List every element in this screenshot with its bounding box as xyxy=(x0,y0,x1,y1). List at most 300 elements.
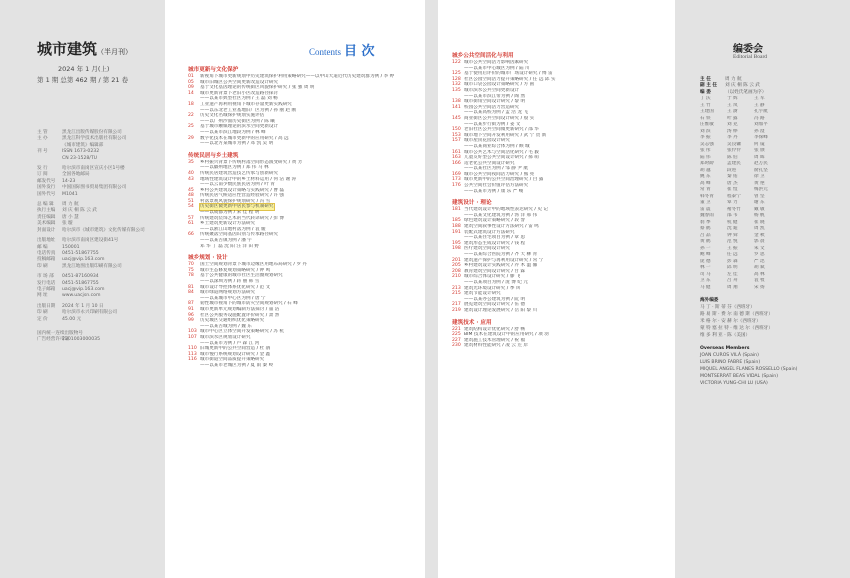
editorial-board xyxy=(700,77,850,387)
toc-entry-title: ——以某城市中心区为例 / 唐 宁 xyxy=(200,295,266,301)
board-member-name: 陈 伯 xyxy=(727,154,738,160)
meta-key: 网 址 xyxy=(37,293,48,299)
toc-entry-title: 乡土建筑更新设计方法研究 xyxy=(200,221,256,227)
toc-page-number: 18 xyxy=(188,101,194,107)
meta-value: 14-23 xyxy=(62,178,76,184)
board-member-name: 吕 品 xyxy=(700,232,711,238)
board-member-name: 庞 德 xyxy=(700,258,711,264)
meta-value: 0451-51867755 xyxy=(62,250,99,256)
toc-page-number: 40 xyxy=(188,170,194,176)
toc-page-number: 191 xyxy=(452,229,461,235)
toc-entry-title: ——以某市滨江带为例 / 陶 然 xyxy=(464,93,526,99)
overseas-member-en: MONTSERRAT BEAS VIDAL (Spain) xyxy=(700,374,778,380)
board-member-name: 任 远 xyxy=(727,252,738,258)
board-member-name: 吕 舟 xyxy=(727,278,738,284)
board-member-name: 严 迅 xyxy=(754,258,765,264)
board-member-name: 刘加平 xyxy=(754,122,768,128)
toc-entry-title: 教育建筑空间设计研究 / 甘 霖 xyxy=(464,268,526,274)
toc-page-number: 43 xyxy=(188,176,194,182)
toc-page-number: 176 xyxy=(452,183,461,189)
toc-entry-title: 城市生态修复规划策略研究 / 钟 鸣 xyxy=(200,267,271,273)
toc-page-number: 205 xyxy=(452,263,461,269)
toc-entry-title: 城市更新中的公共空间治理研究 / 白 露 xyxy=(464,177,544,183)
board-member-name: 叶 露 xyxy=(727,115,738,121)
toc-entry-title: ——以某高校为例 / 孟 浩 龙 飞 xyxy=(464,110,528,116)
board-member-name: 董 卫 xyxy=(700,200,711,206)
board-member-name: 徐 卫 xyxy=(754,174,765,180)
board-role-key: 主 任 xyxy=(700,77,711,82)
toc-page-number: 210 xyxy=(452,274,461,280)
toc-entry-title: 城市旧城区公共空间更新改造设计研究 xyxy=(200,79,279,85)
meta-key: 出版日期 xyxy=(37,303,56,309)
toc-page-number: 54 xyxy=(188,204,194,210)
toc-section-title: 建筑技术 · 应用 xyxy=(452,319,492,326)
meta-value: 黑龙江出版传媒股份有限公司 xyxy=(62,130,122,135)
meta-key: 订 阅 xyxy=(37,172,48,178)
meta-value: 哈尔滨市南岗区宣庆小区1号楼 xyxy=(62,166,125,172)
overseas-member-en: MIQUEL ANGEL FLANES ROSSELLO (Spain) xyxy=(700,367,798,373)
meta-value: ISSN 1673-0232 xyxy=(62,149,100,155)
toc-entry xyxy=(452,189,667,195)
toc-section-title: 城乡公共空间活化与利用 xyxy=(452,53,514,59)
toc-entry-title: ——以某市老城区为例 / 夏 雨 秦 岭 xyxy=(200,362,274,368)
toc-page-number: 217 xyxy=(452,302,461,308)
board-role-key: 编 委 xyxy=(700,89,711,95)
board-member-name: 高 林 xyxy=(754,271,765,277)
board-member-name: 汤 桦 xyxy=(727,128,738,134)
toc-entry-title: ——以某商业综合体为例 / 顾 城 xyxy=(464,143,530,149)
meta-value: 唐 小 慧 xyxy=(62,214,79,220)
toc-entry-title: 城市街角空间设计研究 / 黎 明 xyxy=(464,99,526,105)
toc-page-number: 57 xyxy=(188,215,194,221)
toc-section-title: 传统民居与乡土建筑 xyxy=(188,152,239,159)
meta-value: 0451-51867755 xyxy=(62,280,99,286)
toc-page-number: 110 xyxy=(188,346,197,352)
board-member-name: 赵万民 xyxy=(754,161,768,167)
toc-page-number: 169 xyxy=(452,171,461,177)
meta-key: 印 刷 xyxy=(37,263,48,269)
board-member-name: 李 丹 xyxy=(727,135,738,141)
toc-entry-title: ——以某综合医院为例 / 齐 天 柳 青 xyxy=(464,252,538,257)
toc-entry-title: ——以成都为例 / 宋 佳 程 明 xyxy=(200,210,260,216)
toc-page-number: 96 xyxy=(188,312,194,318)
meta-key: 国外发行 xyxy=(37,185,56,191)
board-title: 编委会 xyxy=(733,44,763,55)
toc-entry-title: ——以某古镇为例 / 潘 宇 xyxy=(200,238,252,244)
board-member-name: 于 辉 xyxy=(727,96,738,102)
board-member-name: 胡 斌 xyxy=(754,265,765,271)
toc-entry-title: 基于城市触媒理论的滨水空间更新设计 xyxy=(200,124,279,130)
overseas-member-cn: 马 丁 · 斯 蒂 芬（西班牙） xyxy=(700,305,755,311)
board-member-name: 林 一 xyxy=(700,265,711,271)
meta-value: 哈尔滨市南岗区建设街41号 xyxy=(62,238,119,244)
toc-page-number: 230 xyxy=(452,343,461,349)
toc-page-number: 87 xyxy=(188,301,194,307)
board-member-name: 范 悦 xyxy=(727,239,738,245)
board-member-name: 邱 明 xyxy=(727,265,738,271)
toc-entry-title: 建筑遗产保护与再利用设计研究 / 常 宁 xyxy=(464,257,544,263)
toc-page-number: 84 xyxy=(188,290,194,296)
toc-entry-title: 城市设计导控体系优化研究 / 范 文 xyxy=(200,284,271,290)
meta-value: 周 力 航 xyxy=(62,202,79,208)
toc-entry-title: 装配式建筑设计方法研究 xyxy=(464,229,515,235)
toc-entry-title: ——以某社区为例 / 邹 静 尹 航 xyxy=(464,166,528,172)
board-member-name: 彭 森 xyxy=(727,258,738,264)
board-member-name: 何 镜 xyxy=(754,141,765,147)
board-member-name: 钟 舜 xyxy=(727,232,738,238)
board-member-name: 庄惟敏 xyxy=(700,122,714,128)
toc-entry-title: 传统建筑装饰艺术的当代转译研究 / 彭 博 xyxy=(200,215,285,221)
board-member-name: 孙 一 xyxy=(700,245,711,251)
meta-row xyxy=(37,337,145,343)
toc-page-number: 173 xyxy=(452,177,461,183)
toc-entry-title: ——以某文化建筑为例 / 汤 洋 邢 伟 xyxy=(464,212,538,218)
toc-entry-title: 城市口袋公园设计策略研究 / 方 圆 xyxy=(464,82,535,88)
meta-key: 定 价 xyxy=(37,316,48,322)
board-member-name: 梅洪元 xyxy=(754,187,768,193)
toc-page-number: 132 xyxy=(452,82,461,88)
toc-page-number: 09 xyxy=(188,85,194,91)
board-member-name: 崔 晓 xyxy=(754,219,765,225)
toc-entry-title: ——以深圳为例 / 蒋 丽 韩 雪 xyxy=(200,279,260,284)
overseas-member-cn: 维 多 利 亚 · 陈（美国） xyxy=(700,333,751,339)
overseas-title-cn: 海外编委 xyxy=(700,298,719,304)
board-member-name: 孟建民 xyxy=(727,161,741,167)
board-member-name: 卫 东 xyxy=(700,278,711,284)
board-member-name: 杨 帆 xyxy=(754,213,765,219)
toc-page-number: 135 xyxy=(452,87,461,93)
toc-entry-title: 建筑空间叙事性设计方法研究 / 雷 鸣 xyxy=(464,224,539,230)
board-member-name: 金 秋 xyxy=(754,232,765,238)
board-member-name: 邵 韦 xyxy=(727,213,738,219)
board-subtitle: Editorial Board xyxy=(733,54,768,60)
toc-entry-title: 当代建筑设计中的地域性表达研究 / 史 记 xyxy=(464,207,549,213)
board-member-name: 吴良镛 xyxy=(727,141,741,147)
toc-page-number: 221 xyxy=(452,326,461,332)
meta-key: 发 行 xyxy=(37,166,48,172)
toc-entry-title: 传统民居气候适应性营造经验研究 / 许 强 xyxy=(200,193,285,199)
toc-entry-title: 社区公园空间活力提升策略研究 / 任 远 邱 实 xyxy=(464,76,556,82)
toc-entry-title: 城市滨水公共空间更新设计 xyxy=(464,87,520,93)
board-member-name: 司 马 xyxy=(700,271,711,277)
board-member-name: 马 健 xyxy=(700,284,711,290)
meta-value: CN 23-1528/TU xyxy=(62,155,98,161)
board-roles xyxy=(700,77,850,96)
board-member-name: 张 彤 xyxy=(700,148,711,154)
toc-page-number: 181 xyxy=(452,207,461,213)
issue-number: 第 1 期 总第 462 期 / 第 21 卷 xyxy=(37,76,129,84)
board-member-name: 孙 澄 xyxy=(754,128,765,134)
meta-key: 邮发代号 xyxy=(37,178,56,184)
board-member-name: 程泰宁 xyxy=(727,193,741,199)
toc-entry-title: ——以徽州地区为例 / 郑 伟 马 林 xyxy=(200,165,269,171)
toc-page-number: 45 xyxy=(188,187,194,193)
board-member-name: 王 澍 xyxy=(727,109,738,115)
board-member-name: 崔 愷 xyxy=(727,187,738,193)
toc-page-number: 61 xyxy=(188,221,194,227)
toc-entry-title: 展览建筑空间设计研究 / 伍 德 xyxy=(464,302,526,308)
toc-entry-title: 工业遗产再利用视角下城市存量更新实践研究 xyxy=(200,101,292,107)
overseas-member-cn: 路 易 斯 · 费 尔 南 德 斯（西班牙） xyxy=(700,312,773,318)
toc-page-number: 161 xyxy=(452,149,461,155)
meta-key: 发行电话 xyxy=(37,280,56,286)
toc-entry-title: 乡村建筑设计实践研究 / 乔 木 温 馨 xyxy=(464,263,538,269)
meta-key: 总 编 辑 xyxy=(37,202,54,208)
toc-page-number: 157 xyxy=(452,138,461,144)
board-member-name: 刘 克 xyxy=(727,122,738,128)
board-member-name: 杭 健 xyxy=(727,219,738,225)
toc-right-column xyxy=(452,52,667,349)
toc-page-number: 198 xyxy=(452,246,461,252)
toc-entry xyxy=(188,244,418,250)
toc-entry-title: ——以某住宅项目为例 / 覃 思 xyxy=(464,235,526,241)
board-member-name: 王 竹 xyxy=(700,102,711,108)
meta-key: 主 办 xyxy=(37,136,48,142)
toc-entry-title: ——以某市为例 / 卢 森 江 河 xyxy=(200,340,260,346)
board-member-name: 魏春雨 xyxy=(700,213,714,219)
toc-entry-title: ——以某办公建筑为例 / 阮 明 xyxy=(464,296,526,302)
meta-value: uacj@vip.163.com xyxy=(62,286,105,292)
overseas-member-en: JOAN CUROS VILÀ (Spain) xyxy=(700,353,759,359)
board-member-name: 周 凯 xyxy=(754,226,765,232)
center-gutter xyxy=(425,0,438,578)
board-member-name: 胡 越 xyxy=(700,167,711,173)
toc-page-number: 163 xyxy=(452,155,461,161)
toc-entry-title: 城市屋顶花园设计研究 xyxy=(464,138,510,144)
contents-heading-en: Contents xyxy=(309,47,342,57)
meta-value: 哈尔滨市《城市建筑》文化传媒有限公司 xyxy=(62,227,145,233)
toc-page-number: 150 xyxy=(452,127,461,133)
toc-entry-title: 城市地下空间开发利用研究 / 武 宁 贺 新 xyxy=(464,132,547,138)
toc-page-number: 188 xyxy=(452,224,461,230)
toc-page-number: 51 xyxy=(188,198,194,204)
toc-entry-title: 国土空间规划背景下城市边缘区用地布局研究 / 罗 丹 xyxy=(200,262,307,268)
toc-entry-title: 城市更新单元规划编制方法探讨 / 董 洁 xyxy=(200,306,280,312)
board-member-name: 王 静 xyxy=(754,102,765,108)
overseas-member-cn: 米 格 尔 · 安 赫 尔（西班牙） xyxy=(700,319,761,325)
board-member-name: 高 峰 xyxy=(700,180,711,186)
meta-value: 《城市建筑》编辑部 xyxy=(62,142,104,148)
toc-entry-title: 医疗建筑空间设计研究 xyxy=(464,246,510,252)
toc-page-number: 138 xyxy=(452,99,461,105)
toc-entry xyxy=(188,363,418,369)
toc-entry-title: ——以某市典型社区为例 / 王 磊 刘 畅 xyxy=(200,96,278,102)
toc-entry-title: 校园公共空间活力营造研究 xyxy=(464,104,520,110)
board-member-name: 翁 季 xyxy=(700,219,711,225)
toc-entry-title: 基于文化基因理论的传统街区风貌保护研究 / 张 强 周 明 xyxy=(200,85,315,91)
toc-page-number: 128 xyxy=(452,76,461,82)
toc-entry-title: ——以东北老工业基地旧厂区为例 / 孙 丽 赵 刚 xyxy=(200,107,297,113)
toc-left-column xyxy=(188,66,418,369)
toc-page-number: 122 xyxy=(452,60,461,65)
toc-entry-title: 城市更新背景下老旧小区改造路径探讨 xyxy=(200,90,279,96)
board-member-name: 褚冬竹 xyxy=(727,206,741,212)
toc-entry-title: 旧城更新中的公共空间营造 / 杜 鹃 xyxy=(200,346,271,352)
toc-page-number: 225 xyxy=(452,332,461,338)
toc-entry-title: 建筑光环境设计研究 / 季 风 xyxy=(464,285,521,291)
board-member-name: 覃 力 xyxy=(727,200,738,206)
toc-page-number: 113 xyxy=(188,351,197,357)
toc-entry-title: 建筑设计理论发展研究 / 岳 阳 黎 川 xyxy=(464,307,538,313)
board-member-name: 石 铁 xyxy=(700,115,711,121)
board-member-name: 周 晖 xyxy=(754,154,765,160)
toc-entry-title: 儿童友好型公共空间设计研究 / 郝 萌 xyxy=(464,155,539,161)
meta-value: 张 璇 xyxy=(62,221,73,227)
overseas-title-en: Overseas Members xyxy=(700,346,750,352)
board-member-name: 俞孔坚 xyxy=(754,167,768,173)
toc-entry-title: 韧性城市视角下的城市防灾空间规划研究 / 石 峰 xyxy=(200,301,298,307)
toc-entry-title: 社区公共服务设施配置评价研究 / 萧 然 xyxy=(200,312,280,318)
toc-page-number: 141 xyxy=(452,104,461,110)
toc-entry-title: 传统民居建筑营造技艺传承与创新研究 xyxy=(200,170,279,176)
meta-key: 市 场 部 xyxy=(37,274,54,280)
toc-page-number: 219 xyxy=(452,307,461,313)
board-members xyxy=(700,96,850,291)
toc-entry-title: ——以某项目为例 / 庞 博 纪 元 xyxy=(464,279,528,285)
toc-entry-title: 邓 华 丁 磊 沈 阳 汪 洋 田 野 xyxy=(200,243,260,249)
board-member-name: 罗 思 xyxy=(754,252,765,258)
toc-page-number: 185 xyxy=(452,218,461,224)
toc-section-title: 建筑设计 · 理论 xyxy=(452,200,492,207)
board-member-name: 张伶伶 xyxy=(727,148,741,154)
toc-page-number: 70 xyxy=(188,262,194,268)
toc-entry-title: 适老化公共空间设计研究 xyxy=(464,160,515,166)
toc-page-number: 227 xyxy=(452,337,461,343)
toc-entry-title: ——以某步行街为例 / 姜 文 xyxy=(464,121,521,127)
toc-entry-title: ——以某市滨江地段为例 / 林 峰 xyxy=(200,129,266,135)
toc-entry-title: 建筑节能设计研究 xyxy=(464,291,501,297)
board-member-name: 袁 牧 xyxy=(754,278,765,284)
contents-heading-cn: 目 次 xyxy=(344,44,375,59)
board-member-name: 沈 迪 xyxy=(727,226,738,232)
toc-entry-title: 传统聚落空间基因识别与传承路径研究 xyxy=(200,232,279,238)
meta-key: 投稿邮箱 xyxy=(37,257,56,263)
toc-page-number: 145 xyxy=(452,115,461,121)
toc-entry-title: 建筑结构设计优化研究 / 舒 畅 xyxy=(464,326,526,332)
toc-entry-title-highlighted: 历史街区微更新中居民参与机制研究 xyxy=(200,204,274,210)
board-member-name: 韩冬青 xyxy=(700,193,714,199)
toc-entry-title: 城市滨水区规划设计研究 xyxy=(200,334,251,340)
board-member-name: 刘 滨 xyxy=(700,128,711,134)
board-role-value: 刘 庆 桐 陈 云 武 xyxy=(725,83,760,89)
toc-page-number: 208 xyxy=(452,268,461,274)
board-member-name: 曾 坚 xyxy=(754,193,765,199)
board-member-name: 黄 艳 xyxy=(754,180,765,186)
board-member-name: 谢 东 xyxy=(754,200,765,206)
toc-page-number: 05 xyxy=(188,79,194,85)
board-member-name: 鲍 峰 xyxy=(700,252,711,258)
toc-entry-title: 城市街道空间品质提升策略研究 xyxy=(200,357,265,363)
meta-key: 出版地址 xyxy=(37,238,56,244)
meta-key: 国内统一连续出版物号 xyxy=(37,330,83,336)
toc-page-number: 215 xyxy=(452,291,461,297)
meta-key: 封面设计 xyxy=(37,227,56,233)
toc-page-number: 125 xyxy=(452,71,461,77)
meta-key: 国外代号 xyxy=(37,191,56,197)
overseas-member-en: LUIS BRINO FABRE (Spain) xyxy=(700,360,761,366)
toc-page-number: 91 xyxy=(188,306,194,312)
toc-entry-title: 绿色建筑设计策略研究 / 段 誉 xyxy=(464,218,526,224)
toc-page-number: 107 xyxy=(188,334,197,340)
meta-key: 刊 号 xyxy=(37,149,48,155)
colophon xyxy=(37,130,145,344)
board-member-name: 段进 xyxy=(727,167,737,173)
board-role-value: （以姓氏笔画为序） xyxy=(725,89,767,95)
toc-entry-title: 历史文化名城保护规划实施评估 xyxy=(200,113,265,119)
meta-key: 邮 编 xyxy=(37,244,48,250)
board-role-key: 副 主 任 xyxy=(700,83,717,89)
toc-page-number: 48 xyxy=(188,193,194,199)
toc-entry-title: 城市绿道网络规划方法研究 xyxy=(200,290,256,296)
board-member-name: 朱 文 xyxy=(754,245,765,251)
toc-entry-title: 历史城区交通组织优化策略研究 xyxy=(200,318,265,324)
toc-page-number xyxy=(188,141,200,147)
overseas-members-en xyxy=(700,352,850,387)
toc-page-number: 81 xyxy=(188,284,194,290)
toc-entry-title: 城市慢行系统规划设计研究 / 金 鑫 xyxy=(200,351,271,357)
meta-value: 黑龙江地图出版印刷有限公司 xyxy=(62,263,122,269)
toc-entry-title: ——以某市中心城区为例 / 陆 川 xyxy=(464,65,530,71)
toc-section-title: 城乡规划 · 设计 xyxy=(188,255,228,262)
board-member-name: 张 颀 xyxy=(754,148,765,154)
toc-page-number: 78 xyxy=(188,273,194,279)
toc-page-number: 22 xyxy=(188,113,194,119)
journal-frequency: （半月刊） xyxy=(97,48,133,56)
toc-entry-title: 城市中心区立体空间开发策略研究 / 苏 杭 xyxy=(200,329,285,335)
board-member-name: 周 翔 xyxy=(727,284,738,290)
overseas-member-cn: 蒙 特 塞 拉 特 · 维 达 尔（西班牙） xyxy=(700,326,773,332)
toc-page-number: 29 xyxy=(188,135,194,141)
toc-entry-title: 乡村振兴背景下传统村落空间形态演变研究 / 黄 芳 xyxy=(200,159,303,165)
toc-entry-title: ——以某古城为例 / 魏 东 xyxy=(200,323,252,329)
toc-entry-title: ——以云南少数民族民居为例 / 叶 青 xyxy=(200,182,275,188)
board-member-name: 郑时龄 xyxy=(700,161,714,167)
toc-page-number: 213 xyxy=(452,285,461,291)
toc-page-number: 195 xyxy=(452,240,461,246)
toc-page-number: 75 xyxy=(188,267,194,273)
meta-key: 执行主编 xyxy=(37,208,56,214)
meta-key: 美术编辑 xyxy=(37,221,56,227)
toc-section-title: 城市更新与文化保护 xyxy=(188,67,239,73)
board-member-name: 李保峰 xyxy=(754,135,768,141)
toc-entry-title: ——以某市为例 / 康 乐 严 峻 xyxy=(464,188,524,194)
toc-entry-title: 城市公共空间夜间活力研究 / 熊 亮 xyxy=(464,171,535,177)
toc-entry-title: 村落景观风貌保护规划研究 / 冯 雪 xyxy=(200,198,271,204)
meta-value: 全国各地邮局 xyxy=(62,172,90,178)
toc-page-number: 166 xyxy=(452,160,461,166)
meta-value: 哈尔滨市永兴印刷有限公司 xyxy=(62,310,118,316)
toc-page-number: 99 xyxy=(188,318,194,324)
meta-value: uacj@vip.163.com xyxy=(62,257,105,263)
toc-page-number: 01 xyxy=(188,74,194,79)
meta-key: 电子邮箱 xyxy=(37,286,56,292)
contents-heading xyxy=(309,40,375,59)
toc-page-number: 35 xyxy=(188,159,194,165)
board-member-name: 戴 敏 xyxy=(754,206,765,212)
toc-entry-title: ——以浙江山地村落为例 / 袁 媛 xyxy=(200,226,266,232)
board-member-name: 陆 伟 xyxy=(700,154,711,160)
toc-entry-title: 建筑形态生成设计研究 / 钱 程 xyxy=(464,240,526,246)
toc-entry-title: 公共空间社会价值评估方法研究 xyxy=(464,183,529,189)
board-member-name: 王建国 xyxy=(700,109,714,115)
board-member-name: 丁 沃 xyxy=(700,96,711,102)
meta-key: 印 刷 xyxy=(37,310,48,316)
meta-value: 0451-87160934 xyxy=(62,274,99,280)
toc-entry-title: ——以广州沙面历史街区为例 / 陈 曦 xyxy=(200,118,275,124)
meta-value: M1041 xyxy=(62,191,78,197)
board-member-name: 冯 路 xyxy=(754,115,765,121)
meta-value: 中国国际图书贸易集团有限公司 xyxy=(62,185,127,191)
